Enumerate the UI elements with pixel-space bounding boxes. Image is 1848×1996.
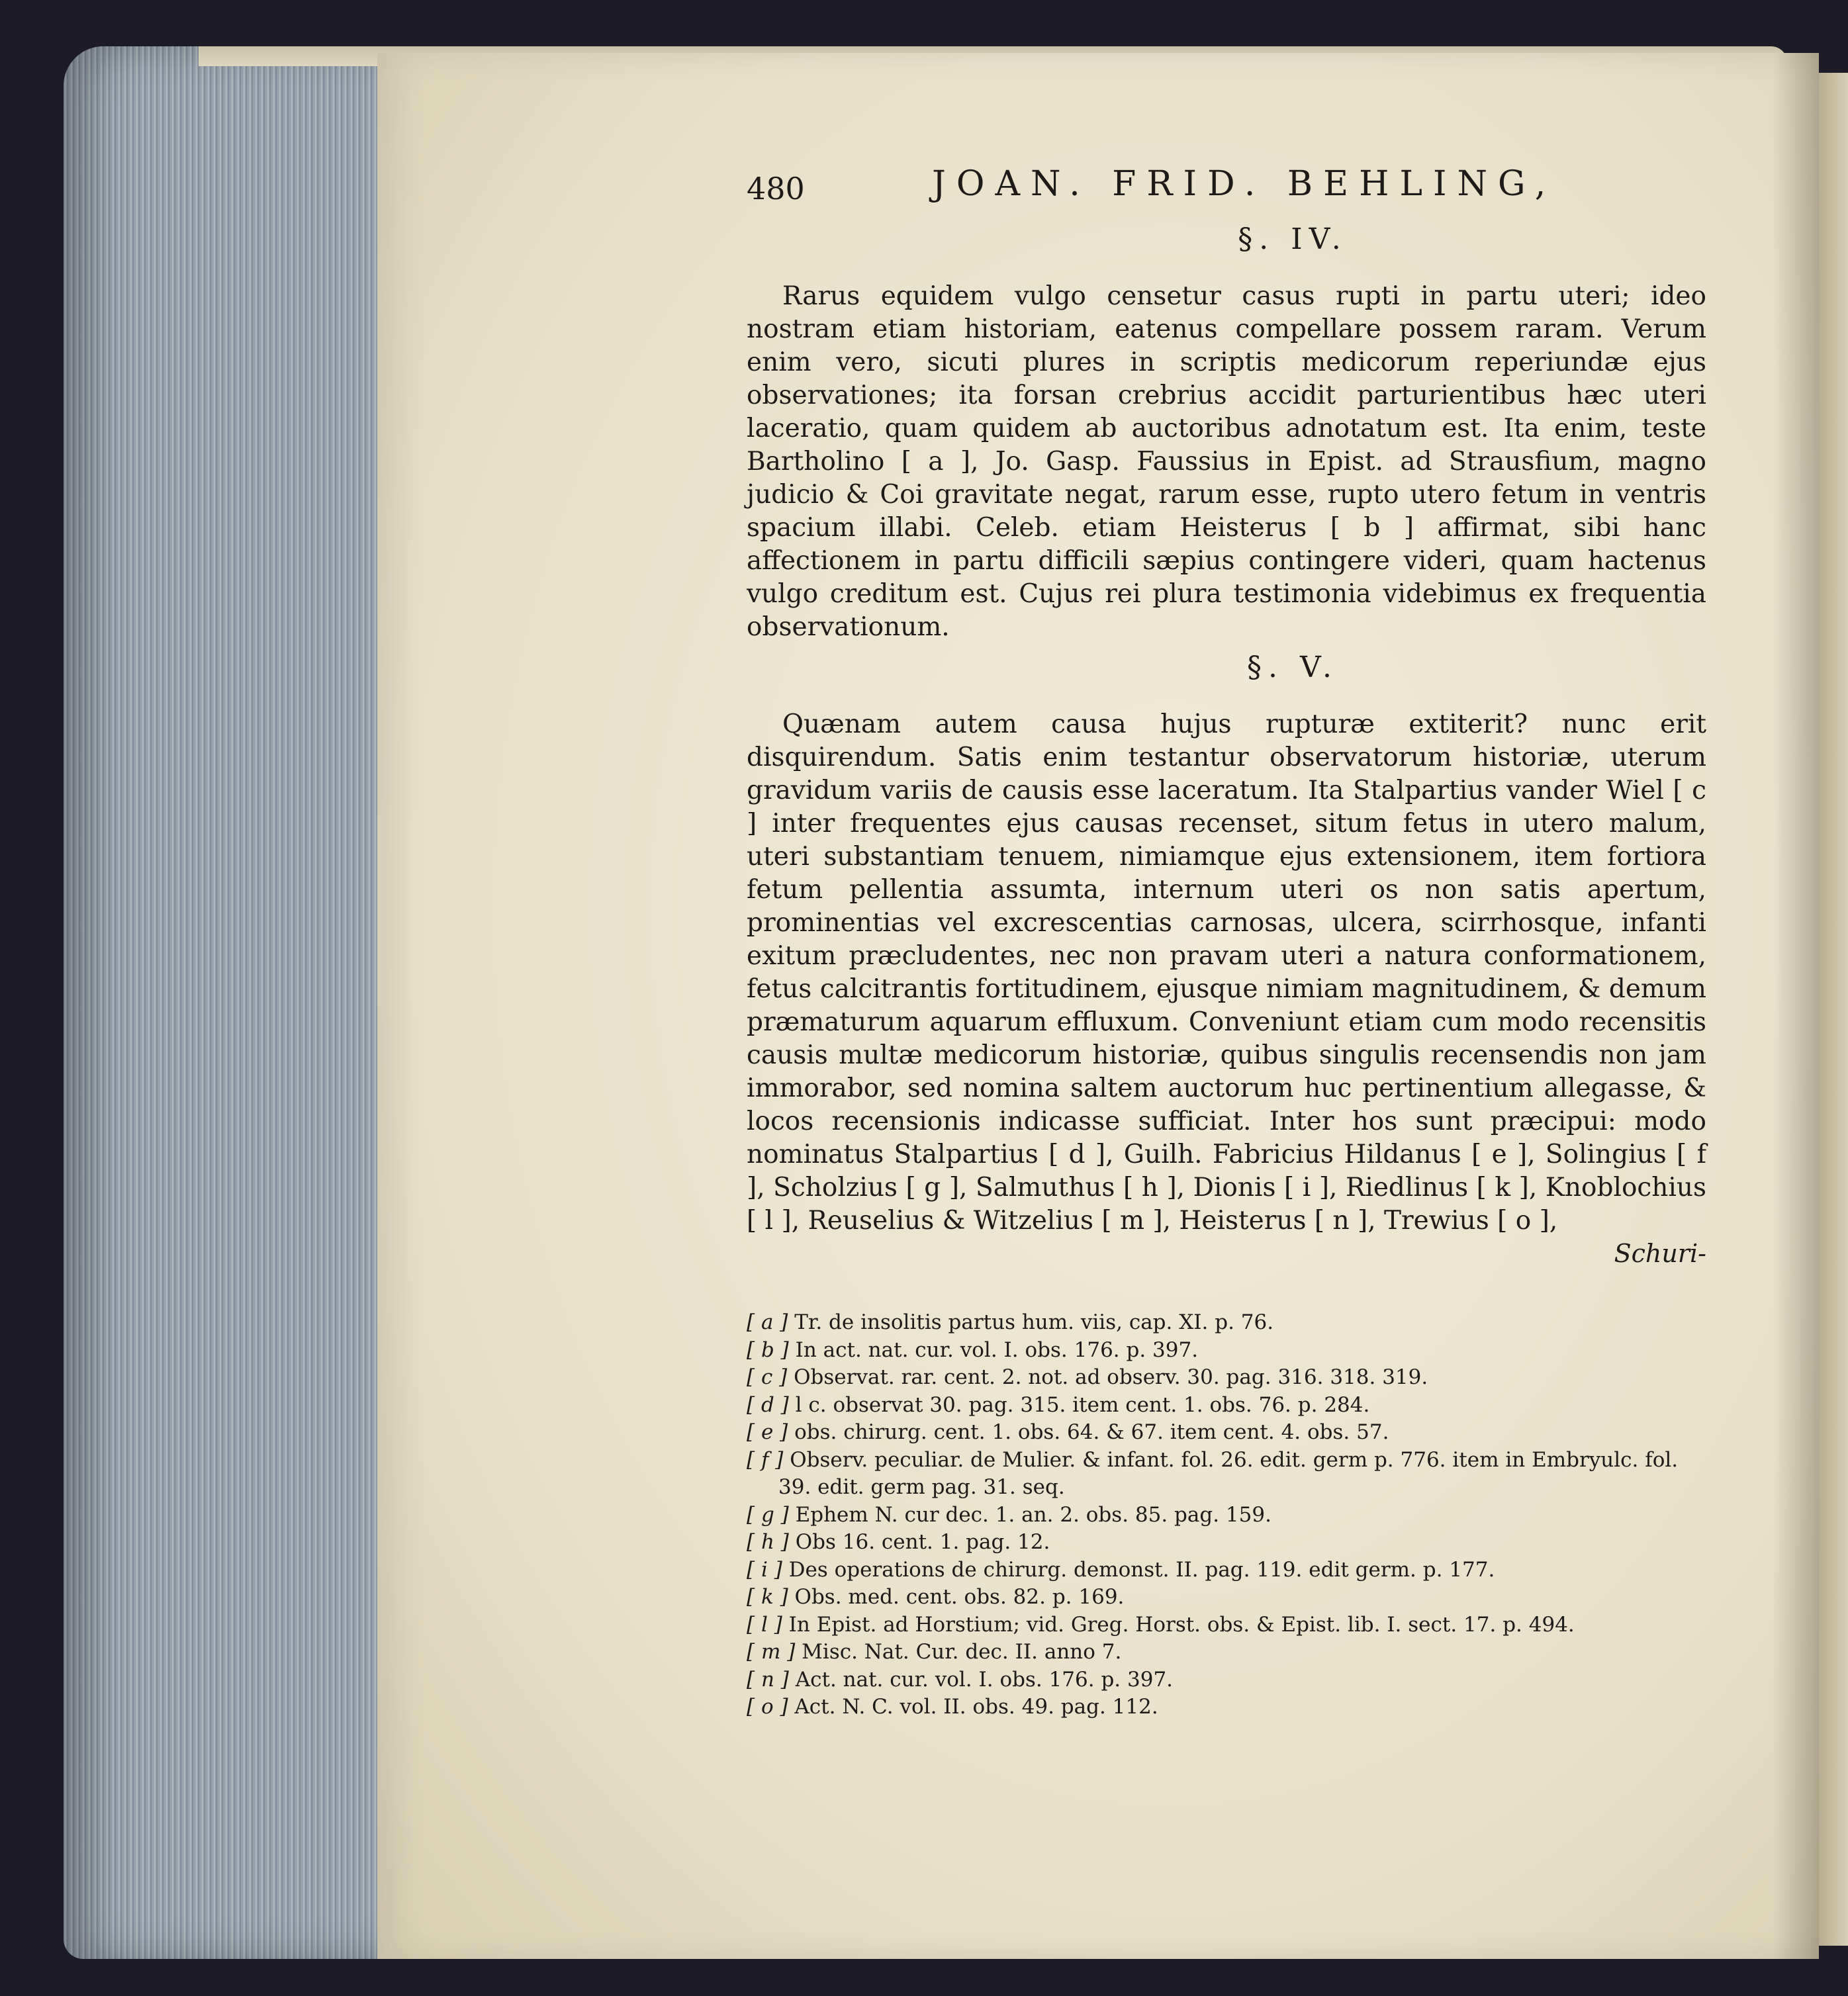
footnote-text: Ephem N. cur dec. 1. an. 2. obs. 85. pag. 159. — [795, 1502, 1271, 1527]
footnote-text: Des operations de chirurg. demonst. II. pag. 119. edit germ. p. 177. — [788, 1557, 1495, 1582]
footnote — [747, 1529, 1706, 1557]
footnotes — [747, 1309, 1706, 1721]
footnote-text: In act. nat. cur. vol. I. obs. 176. p. 397. — [795, 1338, 1199, 1362]
footnote — [747, 1639, 1706, 1666]
section-heading-iv: §. IV. — [1238, 222, 1348, 256]
footnote-mark: [ n ] — [747, 1667, 789, 1692]
footnote-text: obs. chirurg. cent. 1. obs. 64. & 67. item cent. 4. obs. 57. — [794, 1420, 1389, 1444]
footnote-mark: [ d ] — [747, 1392, 789, 1417]
footnote-mark: [ c ] — [747, 1365, 788, 1389]
footnote-mark: [ g ] — [747, 1502, 789, 1527]
footnote — [747, 1611, 1706, 1639]
footnote — [747, 1364, 1706, 1392]
footnote-text: In Epist. ad Horstium; vid. Greg. Horst. obs. & Epist. lib. I. sect. 17. p. 494. — [788, 1612, 1575, 1637]
footnote — [747, 1337, 1706, 1365]
footnote-mark: [ e ] — [747, 1420, 788, 1444]
footnote-mark: [ h ] — [747, 1530, 789, 1554]
footnote-text: Obs. med. cent. obs. 82. p. 169. — [794, 1585, 1125, 1609]
footnote — [747, 1694, 1706, 1721]
running-title: JOAN. FRID. BEHLING, — [932, 164, 1557, 204]
spine-shadow — [1773, 53, 1819, 1959]
footnote-text: Act. N. C. vol. II. obs. 49. pag. 112. — [794, 1695, 1158, 1719]
footnote — [747, 1392, 1706, 1420]
footnote-text: Observat. rar. cent. 2. not. ad observ. 30. pag. 316. 318. 319. — [794, 1365, 1428, 1389]
footnote-mark: [ k ] — [747, 1585, 788, 1609]
section-heading-v: §. V. — [1246, 651, 1339, 684]
footnote — [747, 1666, 1706, 1694]
facing-page-edge — [1819, 73, 1848, 1946]
footnote-text: Misc. Nat. Cur. dec. II. anno 7. — [802, 1640, 1122, 1664]
footnote-mark: [ m ] — [747, 1640, 796, 1664]
section-iv-paragraph: Rarus equidem vulgo censetur casus rupti in partu uteri; ideo nostram etiam historiam, eatenus compellare possem raram. Verum enim vero, sicuti plures in scriptis medicorum reperiundæ ejus observationes; ita forsan crebrius accidit parturientibus hæc uteri laceratio, quam quidem ab auctoribus adnotatum est. Ita enim, teste Bartholino [ a ], Jo. Gasp. Faussius in Epist. ad Strausfium, magno judicio & Coi gravitate negat, rarum esse, rupto utero fetum in ventris spacium illabi. Celeb. etiam Heisterus [ b ] affirmat, sibi hanc affectionem in partu difficili sæpius contingere videri, quam hactenus vulgo creditum est. Cujus rei plura testimonia videbimus ex frequentia observationum. — [747, 281, 1706, 642]
page-number: 480 — [747, 171, 805, 206]
footnote — [747, 1419, 1706, 1447]
page-edges-stack — [64, 46, 394, 1959]
catchword: Schuri- — [1614, 1239, 1706, 1268]
footnote-mark: [ b ] — [747, 1338, 789, 1362]
footnote-text: Observ. peculiar. de Mulier. & infant. fol. 26. edit. germ p. 776. item in Embryulc. fol. 39. edit. germ pag. 31. seq. — [778, 1447, 1679, 1499]
footnote-mark: [ o ] — [747, 1695, 788, 1719]
footnote-mark: [ i ] — [747, 1557, 782, 1582]
footnote-text: Tr. de insolitis partus hum. viis, cap. XI. p. 76. — [794, 1310, 1274, 1334]
footnote-mark: [ a ] — [747, 1310, 788, 1334]
footnote-text: Obs 16. cent. 1. pag. 12. — [795, 1530, 1050, 1554]
footnote-text: l c. observat 30. pag. 315. item cent. 1. obs. 76. p. 284. — [795, 1392, 1370, 1417]
section-v-paragraph: Quænam autem causa hujus rupturæ extiterit? nunc erit disquirendum. Satis enim testantur observatorum historiæ, uterum gravidum variis de causis esse laceratum. Ita Stalpartius vander Wiel [ c ] inter frequentes ejus causas recenset, situm fetus in utero malum, uteri substantiam tenuem, nimiamque ejus extensionem, item fortiora fetum pellentia assumta, internum uteri os non satis apertum, prominentias vel excrescentias carnosas, ulcera, scirrhosque, infanti exitum præcludentes, nec non pravam uteri a natura conformationem, fetus calcitrantis fortitudinem, ejusque nimiam magnitudinem, & demum præmaturum aquarum effluxum. Conveniunt etiam cum modo recensitis causis multæ medicorum historiæ, quibus singulis recensendis non jam immorabor, sed nomina saltem auctorum huc pertinentium allegasse, & locos recensionis indicasse sufficiat. Inter hos sunt præcipui: modo nominatus Stalpartius [ d ], Guilh. Fabricius Hildanus [ e ], Solingius [ f ], Scholzius [ g ], Salmuthus [ h ], Dionis [ i ], Riedlinus [ k ], Knoblochius [ l ], Reuselius & Witzelius [ m ], Heisterus [ n ], Trewius [ o ], — [747, 709, 1706, 1236]
footnote — [747, 1584, 1706, 1611]
page-text-block — [747, 159, 1706, 1721]
footnote — [747, 1557, 1706, 1584]
footnote-mark: [ f ] — [747, 1447, 784, 1472]
footnote — [747, 1502, 1706, 1529]
footnote-text: Act. nat. cur. vol. I. obs. 176. p. 397. — [795, 1667, 1174, 1692]
footnote-mark: [ l ] — [747, 1612, 782, 1637]
footnote — [747, 1447, 1706, 1502]
running-head — [747, 159, 1706, 212]
footnote — [747, 1309, 1706, 1337]
